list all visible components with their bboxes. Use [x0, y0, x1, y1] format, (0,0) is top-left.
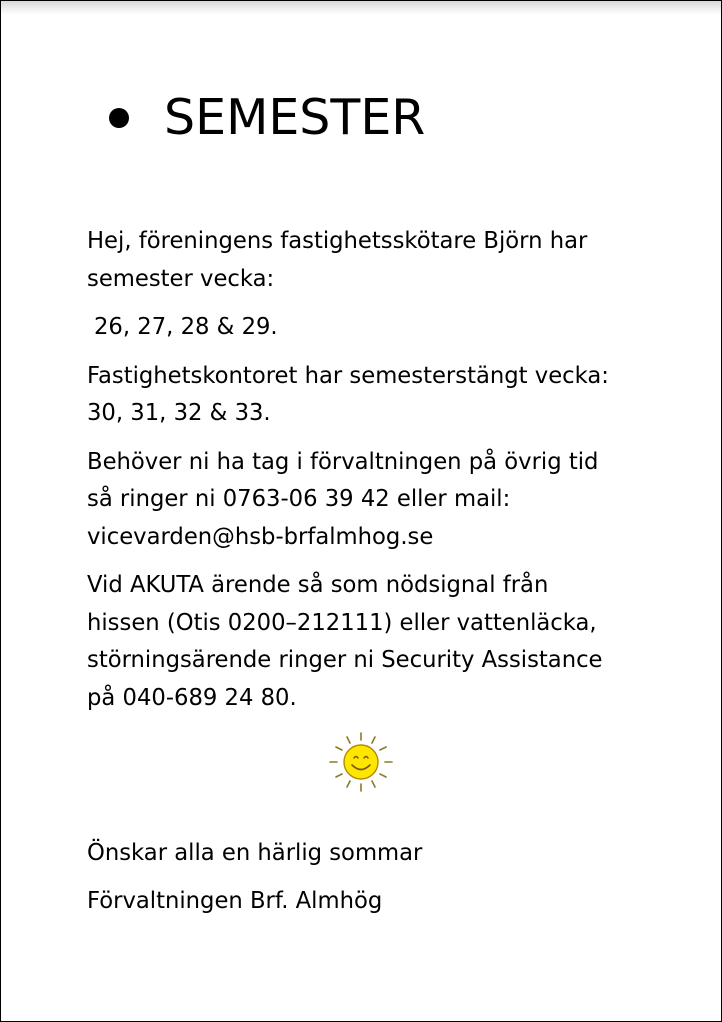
sun-ray — [380, 747, 386, 750]
sun-ray — [347, 737, 350, 743]
sun-container — [87, 727, 677, 812]
sun-ray — [372, 781, 375, 787]
sun-ray — [372, 737, 375, 743]
caretaker-weeks: 26, 27, 28 & 29. — [94, 314, 278, 340]
signature: Förvaltningen Brf. Almhög — [87, 887, 383, 914]
bullet-icon — [109, 108, 129, 128]
urgent-line-2: hissen (Otis 0200–212111) eller vattenläcka, — [87, 609, 597, 636]
contact-line-1: Behöver ni ha tag i förvaltningen på övrig tid — [87, 448, 599, 475]
contact-line-2: så ringer ni 0763-06 39 42 eller mail: — [87, 486, 511, 512]
sun-face — [344, 745, 378, 779]
heading-block — [109, 89, 426, 146]
page-title: SEMESTER — [164, 89, 426, 146]
contact-email: vicevarden@hsb-brfalmhog.se — [87, 523, 434, 550]
document-body — [87, 223, 677, 920]
sun-ray — [380, 774, 386, 777]
summer-wish: Önskar alla en härlig sommar — [87, 840, 423, 866]
greeting-line-1: Hej, föreningens fastighetsskötare Björn har — [87, 228, 588, 254]
sun-ray — [336, 774, 342, 777]
urgent-line-4: på 040-689 24 80. — [87, 684, 297, 711]
urgent-line-3: störningsärende ringer ni Security Assistance — [87, 647, 603, 673]
office-weeks: 30, 31, 32 & 33. — [87, 400, 271, 426]
page-top-shadow — [1, 1, 721, 15]
greeting-line-2: semester vecka: — [87, 265, 275, 292]
urgent-line-1: Vid AKUTA ärende så som nödsignal från — [87, 572, 549, 598]
sun-ray — [336, 747, 342, 750]
sun-ray — [347, 781, 350, 787]
office-closed-line: Fastighetskontoret har semesterstängt vecka: — [87, 362, 609, 389]
smiling-sun-icon — [325, 731, 397, 793]
